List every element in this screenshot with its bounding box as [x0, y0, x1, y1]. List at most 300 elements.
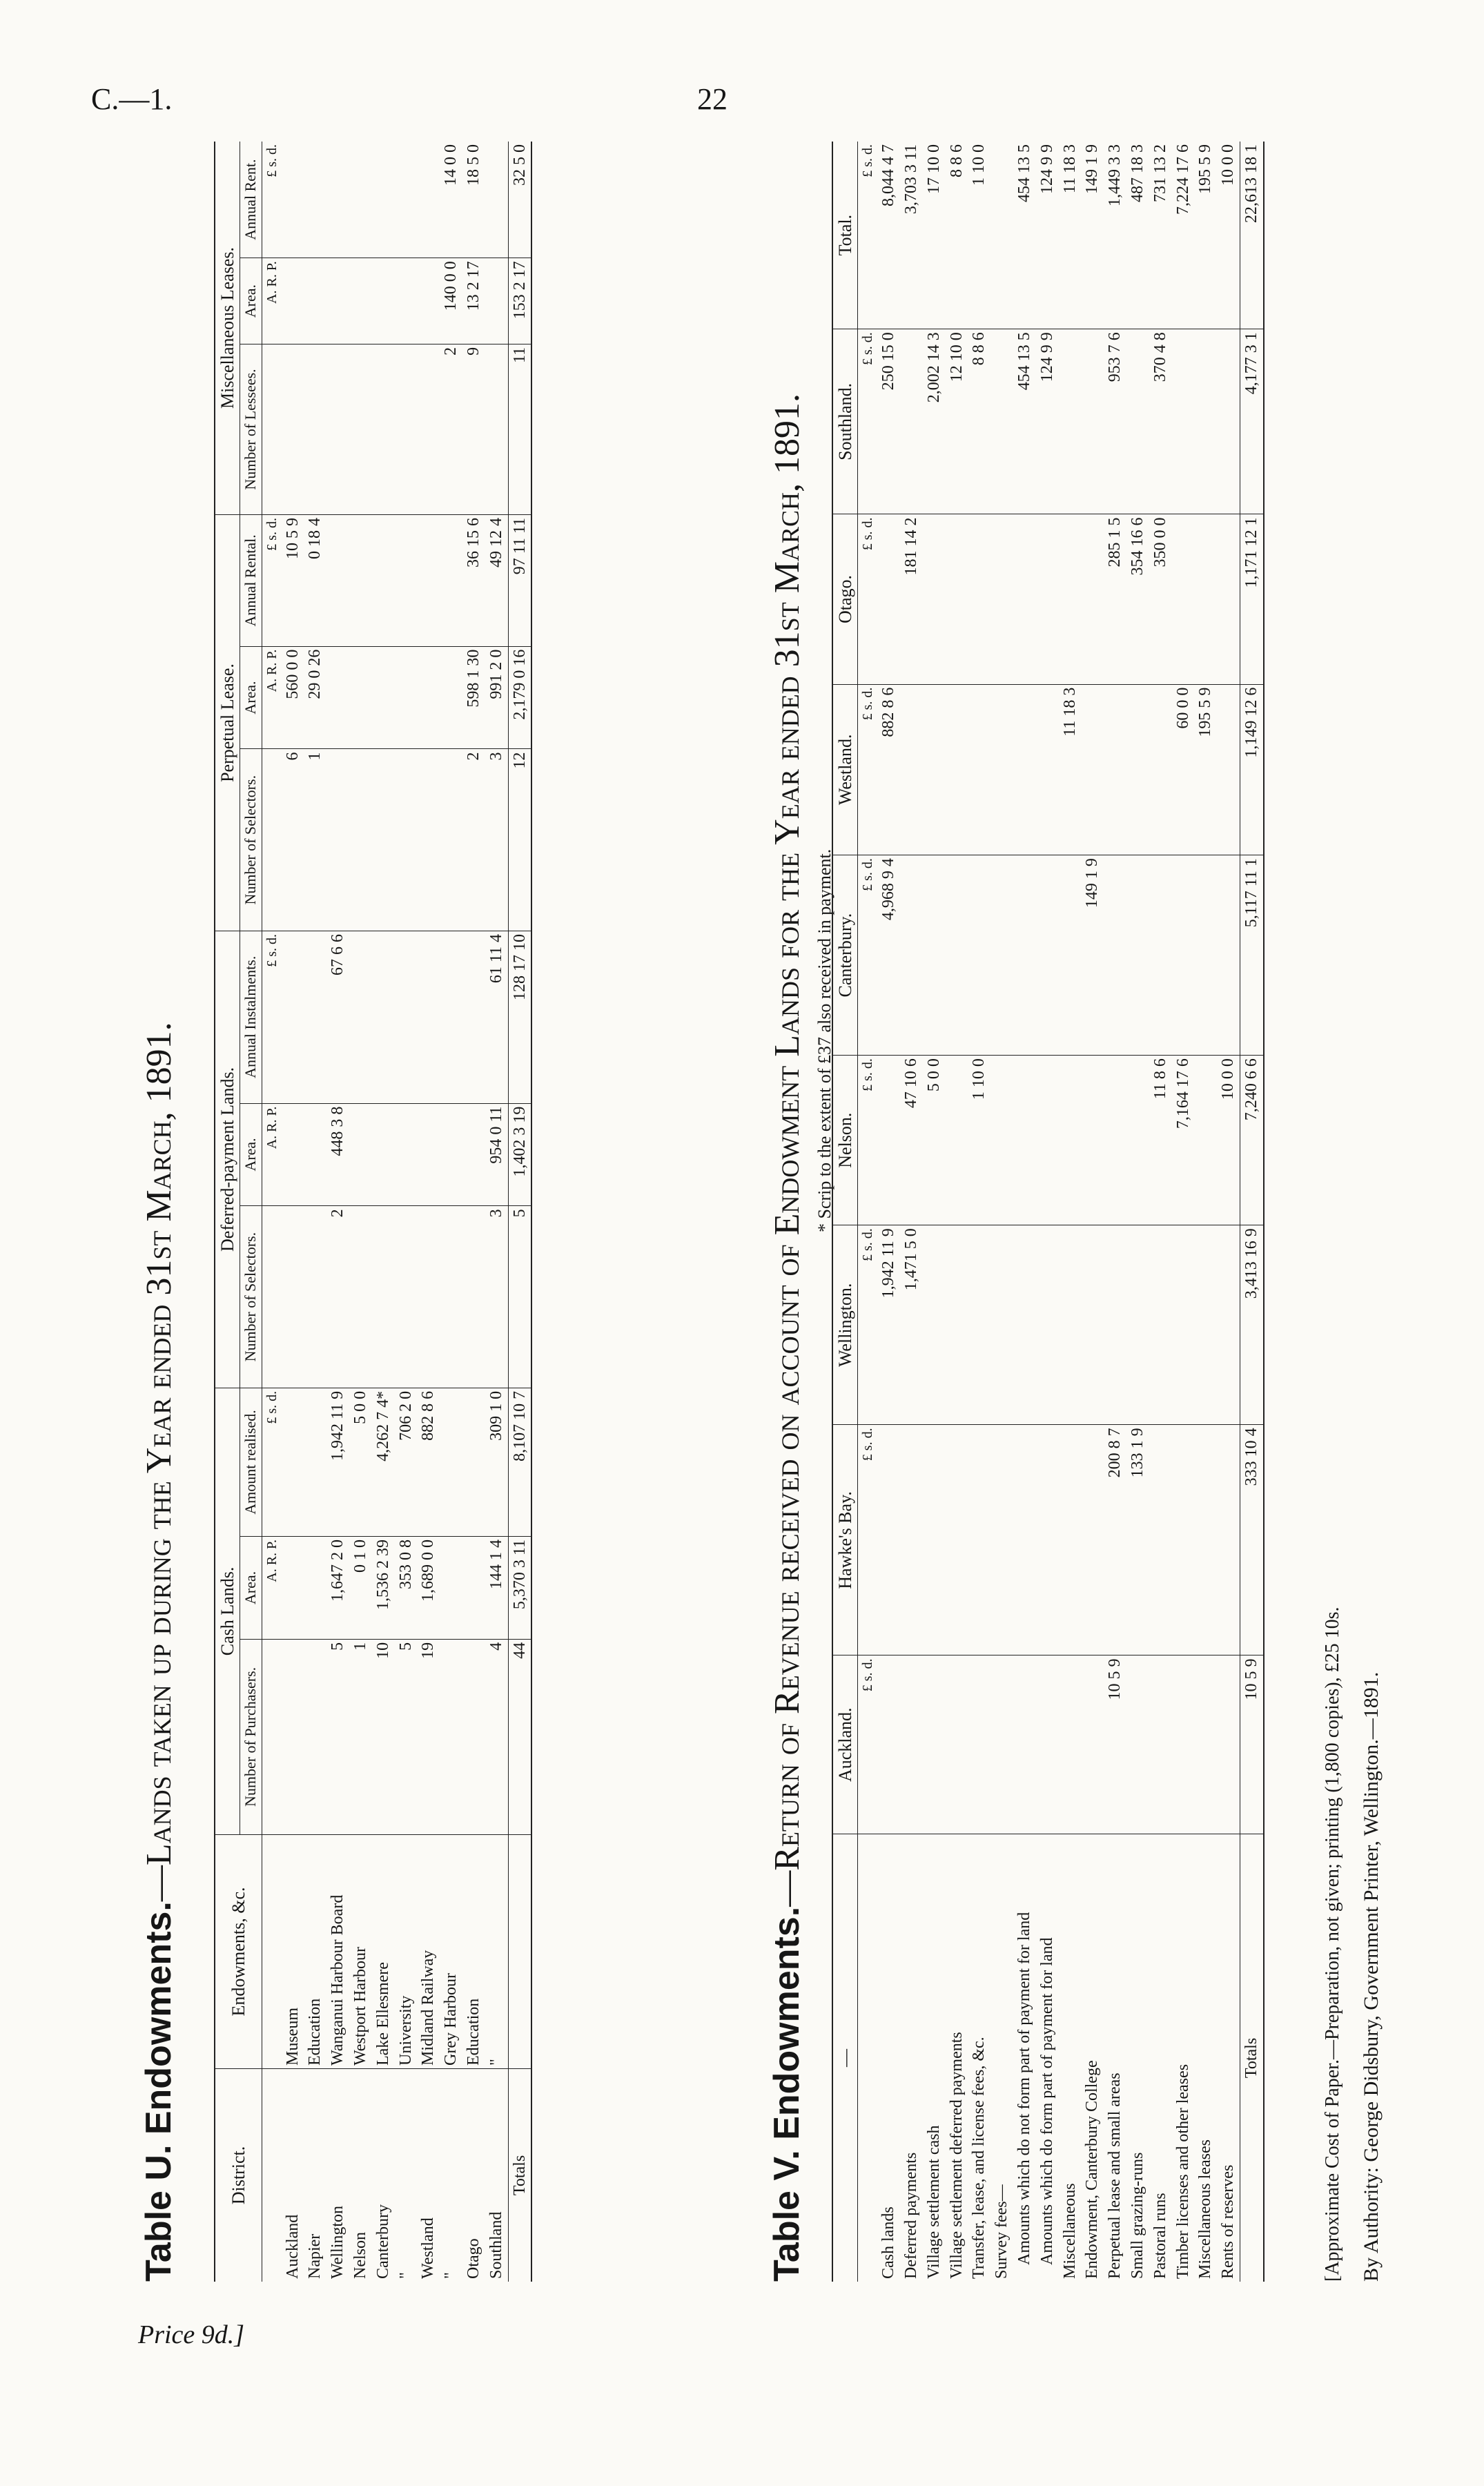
value-cell [372, 515, 395, 647]
col-endowments: Endowments, &c. [215, 1835, 262, 2069]
sub-amount: Amount realised. [240, 1388, 262, 1536]
value-cell [395, 258, 418, 344]
table-row [372, 142, 395, 2282]
total-cell: 5 [508, 1206, 531, 1388]
value-cell: 149 1 9 [1081, 142, 1104, 329]
value-cell [1217, 855, 1240, 1056]
sub-def-area: Area. [240, 1103, 262, 1206]
value-cell: 49 12 4 [485, 515, 508, 647]
table-row [417, 142, 440, 2282]
value-cell [990, 855, 1013, 1056]
value-cell [462, 1537, 485, 1640]
value-cell: 2 [462, 749, 485, 931]
table-row [900, 142, 923, 2282]
value-cell [372, 749, 395, 931]
value-cell: 13 2 17 [462, 258, 485, 344]
value-cell [440, 1103, 462, 1206]
value-cell: 1,471 5 0 [900, 1225, 923, 1425]
value-cell [485, 142, 508, 258]
table-v-title-rest: —Return of Revenue received on account of Endowment Lands for the Year ended 31st March, 1891. [768, 394, 807, 1907]
value-cell [349, 749, 372, 931]
value-cell [1036, 514, 1059, 684]
value-cell: 7,224 17 6 [1172, 142, 1195, 329]
revenue-source-cell: Rents of reserves [1219, 2164, 1238, 2279]
table-u-title [138, 1022, 179, 2282]
value-cell [440, 749, 462, 931]
value-cell: 10 0 0 [1217, 1056, 1240, 1225]
sub-rent: Annual Rent. [240, 142, 262, 258]
table-row [946, 142, 968, 2282]
endowment-cell: University [395, 1835, 418, 2069]
sub-cash-area: Area. [240, 1537, 262, 1640]
value-cell [372, 1103, 395, 1206]
value-cell [1126, 1655, 1149, 1834]
value-cell [372, 344, 395, 514]
price-note: Price 9d.] [138, 2320, 245, 2349]
value-cell [1172, 855, 1195, 1056]
unit-lsd: £ s. d. [858, 1425, 878, 1655]
table-row [1149, 142, 1172, 2282]
value-cell [372, 646, 395, 749]
value-cell [304, 1639, 326, 1834]
table-row [440, 142, 462, 2282]
value-cell [1149, 1655, 1172, 1834]
value-cell: 454 13 5 [1013, 142, 1036, 329]
value-cell [462, 1639, 485, 1834]
col-nelson: Nelson. [832, 1056, 858, 1225]
unit-arp: A. R. P. [262, 1537, 282, 1640]
sub-lessees: Number of Lessees. [240, 344, 262, 514]
unit-lsd: £ s. d. [262, 515, 282, 647]
value-cell [1013, 1425, 1036, 1655]
table-row [1172, 142, 1195, 2282]
total-cell: 333 10 4 [1240, 1425, 1263, 1655]
value-cell: 200 8 7 [1104, 1425, 1126, 1655]
value-cell: 11 18 3 [1059, 684, 1082, 855]
value-cell: 353 0 8 [395, 1537, 418, 1640]
value-cell: 1 [349, 1639, 372, 1834]
sub-rental: Annual Rental. [240, 515, 262, 647]
value-cell [990, 1655, 1013, 1834]
value-cell [1013, 514, 1036, 684]
revenue-source-cell: Timber licenses and other leases [1173, 2063, 1192, 2279]
value-cell [1194, 1056, 1217, 1225]
table-v [832, 142, 1265, 2282]
value-cell [462, 1388, 485, 1536]
value-cell [349, 515, 372, 647]
value-cell: 124 9 9 [1036, 142, 1059, 329]
value-cell [946, 1225, 968, 1425]
value-cell: 36 15 6 [462, 515, 485, 647]
value-cell [990, 1425, 1013, 1655]
value-cell [1217, 684, 1240, 855]
value-cell: 61 11 4 [485, 931, 508, 1103]
value-cell: 133 1 9 [1126, 1425, 1149, 1655]
revenue-source-cell: Small grazing-runs [1128, 2152, 1146, 2279]
value-cell [1126, 1225, 1149, 1425]
value-cell: 6 [282, 749, 304, 931]
value-cell [349, 1206, 372, 1388]
value-cell [372, 258, 395, 344]
value-cell: 3 [485, 1206, 508, 1388]
endowment-cell: Lake Ellesmere [372, 1835, 395, 2069]
value-cell: 3 [485, 749, 508, 931]
value-cell [282, 1388, 304, 1536]
value-cell [1036, 1056, 1059, 1225]
value-cell [946, 684, 968, 855]
table-u-title-bold: Table U. Endowments. [139, 1901, 179, 2282]
unit-lsd: £ s. d. [858, 142, 878, 329]
value-cell [900, 684, 923, 855]
total-cell: 1,402 3 19 [508, 1103, 531, 1206]
value-cell: 29 0 26 [304, 646, 326, 749]
value-cell: 181 14 2 [900, 514, 923, 684]
value-cell [282, 1537, 304, 1640]
value-cell [304, 258, 326, 344]
value-cell [990, 1056, 1013, 1225]
value-cell: 706 2 0 [395, 1388, 418, 1536]
value-cell [282, 344, 304, 514]
value-cell [1194, 329, 1217, 514]
value-cell [1036, 855, 1059, 1056]
table-row [1036, 142, 1059, 2282]
value-cell [1172, 1225, 1195, 1425]
value-cell [395, 344, 418, 514]
value-cell [440, 1537, 462, 1640]
value-cell [395, 142, 418, 258]
district-cell: Westland [419, 2217, 438, 2279]
total-cell: 3,413 16 9 [1240, 1225, 1263, 1425]
value-cell [440, 931, 462, 1103]
value-cell [1194, 855, 1217, 1056]
value-cell [349, 344, 372, 514]
total-cell: 128 17 10 [508, 931, 531, 1103]
revenue-source-cell: Perpetual lease and small areas [1106, 2072, 1124, 2279]
page-number: 22 [697, 82, 728, 116]
value-cell: 11 18 3 [1059, 142, 1082, 329]
total-cell: 8,107 10 7 [508, 1388, 531, 1536]
value-cell [440, 1206, 462, 1388]
table-row [485, 142, 508, 2282]
value-cell: 285 1 5 [1104, 514, 1126, 684]
value-cell [877, 514, 900, 684]
value-cell [1194, 1425, 1217, 1655]
value-cell [1013, 1655, 1036, 1834]
sub-misc-area: Area. [240, 258, 262, 344]
value-cell [304, 344, 326, 514]
value-cell [946, 1655, 968, 1834]
value-cell: 0 18 4 [304, 515, 326, 647]
district-cell: " [442, 2272, 460, 2279]
value-cell [326, 749, 349, 931]
value-cell [395, 1206, 418, 1388]
value-cell: 953 7 6 [1104, 329, 1126, 514]
group-deferred: Deferred-payment Lands. [215, 931, 240, 1388]
table-u-footnote: * Scrip to the extent of £37 also received in payment. [814, 848, 834, 1232]
value-cell [1013, 855, 1036, 1056]
col-wellington: Wellington. [832, 1225, 858, 1425]
unit-lsd: £ s. d. [858, 1056, 878, 1225]
value-cell [440, 1639, 462, 1834]
value-cell [417, 749, 440, 931]
value-cell [485, 258, 508, 344]
value-cell [1172, 1425, 1195, 1655]
endowment-cell: Education [462, 1835, 485, 2069]
value-cell: 10 0 0 [1217, 142, 1240, 329]
value-cell: 18 5 0 [462, 142, 485, 258]
value-cell [1126, 329, 1149, 514]
district-cell: Wellington [329, 2205, 347, 2279]
table-row [1059, 142, 1082, 2282]
value-cell: 4 [485, 1639, 508, 1834]
value-cell [968, 514, 990, 684]
total-cell: 7,240 6 6 [1240, 1056, 1263, 1225]
table-row [304, 142, 326, 2282]
group-cash-lands: Cash Lands. [215, 1388, 240, 1834]
value-cell [1149, 1425, 1172, 1655]
unit-lsd: £ s. d. [858, 684, 878, 855]
value-cell [417, 258, 440, 344]
value-cell [417, 1103, 440, 1206]
value-cell: 140 0 0 [440, 258, 462, 344]
revenue-source-cell: Village settlement cash [924, 2125, 943, 2279]
value-cell [417, 1206, 440, 1388]
value-cell [417, 646, 440, 749]
value-cell: 1,536 2 39 [372, 1537, 395, 1640]
value-cell [1126, 1056, 1149, 1225]
value-cell [462, 1103, 485, 1206]
endowment-cell: Westport Harbour [349, 1835, 372, 2069]
total-cell: 4,177 3 1 [1240, 329, 1263, 514]
value-cell [990, 684, 1013, 855]
value-cell: 8 8 6 [946, 142, 968, 329]
value-cell [1126, 855, 1149, 1056]
value-cell [304, 1206, 326, 1388]
value-cell [1059, 1056, 1082, 1225]
value-cell [1081, 1056, 1104, 1225]
total-cell: 1,171 12 1 [1240, 514, 1263, 684]
unit-lsd: £ s. d. [858, 329, 878, 514]
value-cell [900, 329, 923, 514]
value-cell: 354 16 6 [1126, 514, 1149, 684]
totals-spacer [508, 1835, 531, 2069]
value-cell [1081, 1655, 1104, 1834]
value-cell: 195 5 9 [1194, 684, 1217, 855]
value-cell [900, 1425, 923, 1655]
value-cell [395, 646, 418, 749]
value-cell: 1,689 0 0 [417, 1537, 440, 1640]
group-misc-leases: Miscellaneous Leases. [215, 142, 240, 515]
value-cell [990, 514, 1013, 684]
value-cell: 250 15 0 [877, 329, 900, 514]
unit-lsd: £ s. d. [262, 142, 282, 258]
value-cell [946, 1425, 968, 1655]
col-canterbury: Canterbury. [832, 855, 858, 1056]
value-cell: 1,449 3 3 [1104, 142, 1126, 329]
value-cell: 350 0 0 [1149, 514, 1172, 684]
value-cell: 4,262 7 4* [372, 1388, 395, 1536]
revenue-source-cell: Amounts which do form part of payment for land [1037, 1937, 1056, 2265]
value-cell [395, 1103, 418, 1206]
table-v-title-bold: Table V. Endowments. [767, 1906, 807, 2282]
value-cell [1081, 329, 1104, 514]
revenue-source-cell: Miscellaneous leases [1196, 2139, 1215, 2279]
value-cell [968, 855, 990, 1056]
value-cell: 1 10 0 [968, 142, 990, 329]
value-cell: 731 13 2 [1149, 142, 1172, 329]
col-southland: Southland. [832, 329, 858, 514]
value-cell [282, 1639, 304, 1834]
col-otago: Otago. [832, 514, 858, 684]
value-cell [946, 514, 968, 684]
table-row [877, 142, 900, 2282]
value-cell: 10 5 9 [282, 515, 304, 647]
value-cell: 5 0 0 [349, 1388, 372, 1536]
value-cell [1036, 1225, 1059, 1425]
table-row [990, 142, 1013, 2282]
value-cell: 954 0 11 [485, 1103, 508, 1206]
col-total: Total. [832, 142, 858, 329]
value-cell [1149, 1225, 1172, 1425]
value-cell: 195 5 9 [1194, 142, 1217, 329]
table-row [1194, 142, 1217, 2282]
revenue-source-cell: Endowment, Canterbury College [1083, 2060, 1102, 2279]
value-cell [349, 1103, 372, 1206]
sub-purchasers: Number of Purchasers. [240, 1639, 262, 1834]
value-cell: 560 0 0 [282, 646, 304, 749]
table-row [326, 142, 349, 2282]
value-cell [923, 514, 946, 684]
value-cell [923, 1425, 946, 1655]
value-cell [326, 646, 349, 749]
value-cell [877, 1425, 900, 1655]
rotated-tables [138, 138, 1383, 2282]
value-cell [900, 1655, 923, 1834]
table-row [395, 142, 418, 2282]
value-cell [1104, 1225, 1126, 1425]
table-row [1104, 142, 1126, 2282]
value-cell: 7,164 17 6 [1172, 1056, 1195, 1225]
total-cell: 11 [508, 344, 531, 514]
value-cell [990, 329, 1013, 514]
value-cell [282, 931, 304, 1103]
value-cell [349, 258, 372, 344]
table-row [462, 142, 485, 2282]
value-cell: 5 [395, 1639, 418, 1834]
value-cell [440, 646, 462, 749]
value-cell [877, 1655, 900, 1834]
value-cell [417, 142, 440, 258]
value-cell [282, 1103, 304, 1206]
value-cell [1217, 1225, 1240, 1425]
value-cell [462, 931, 485, 1103]
total-cell: 44 [508, 1639, 531, 1834]
value-cell [395, 515, 418, 647]
value-cell [304, 1537, 326, 1640]
value-cell: 124 9 9 [1036, 329, 1059, 514]
value-cell [349, 931, 372, 1103]
value-cell: 487 18 3 [1126, 142, 1149, 329]
district-cell: Napier [306, 2233, 324, 2279]
table-u [214, 142, 532, 2282]
value-cell [1059, 329, 1082, 514]
value-cell: 448 3 8 [326, 1103, 349, 1206]
report-code: C.—1. [91, 82, 173, 116]
value-cell [946, 1056, 968, 1225]
value-cell: 11 8 6 [1149, 1056, 1172, 1225]
unit-arp: A. R. P. [262, 1103, 282, 1206]
district-cell: " [396, 2272, 415, 2279]
unit-arp: A. R. P. [262, 258, 282, 344]
sub-perp-selectors: Number of Selectors. [240, 749, 262, 931]
value-cell [923, 1225, 946, 1425]
value-cell: 2 [326, 1206, 349, 1388]
value-cell [395, 749, 418, 931]
value-cell [326, 344, 349, 514]
value-cell [304, 1388, 326, 1536]
total-cell: 12 [508, 749, 531, 931]
totals-row [1240, 142, 1263, 2282]
value-cell [1059, 1225, 1082, 1425]
value-cell [1013, 684, 1036, 855]
totals-row [508, 142, 531, 2282]
table-v-title [766, 394, 808, 2282]
district-cell: Southland [487, 2211, 505, 2279]
value-cell [282, 1206, 304, 1388]
value-cell: 370 4 8 [1149, 329, 1172, 514]
paper-cost-note: [Approximate Cost of Paper.—Preparation, not given; printing (1,800 copies), £25 10s. [1322, 1606, 1343, 2282]
value-cell [968, 1225, 990, 1425]
value-cell: 8,044 4 7 [877, 142, 900, 329]
value-cell [990, 142, 1013, 329]
value-cell [1013, 1056, 1036, 1225]
table-row [968, 142, 990, 2282]
value-cell [1059, 1655, 1082, 1834]
value-cell [304, 931, 326, 1103]
table-row [1217, 142, 1240, 2282]
sub-selectors: Number of Selectors. [240, 1206, 262, 1388]
value-cell [326, 142, 349, 258]
value-cell: 5 [326, 1639, 349, 1834]
unit-lsd: £ s. d. [858, 1655, 878, 1834]
col-auckland: Auckland. [832, 1655, 858, 1834]
value-cell [440, 1388, 462, 1536]
value-cell [1104, 1056, 1126, 1225]
value-cell [349, 142, 372, 258]
value-cell [326, 258, 349, 344]
value-cell: 14 0 0 [440, 142, 462, 258]
value-cell: 4,968 9 4 [877, 855, 900, 1056]
value-cell [968, 1655, 990, 1834]
value-cell [417, 515, 440, 647]
value-cell: 309 1 0 [485, 1388, 508, 1536]
value-cell [1217, 514, 1240, 684]
value-cell [485, 344, 508, 514]
unit-arp: A. R. P. [262, 646, 282, 749]
district-cell: Otago [464, 2238, 482, 2279]
group-perpetual: Perpetual Lease. [215, 515, 240, 931]
value-cell [1194, 514, 1217, 684]
endowment-cell: Education [304, 1835, 326, 2069]
authority-line: By Authority: George Didsbury, Government Printer, Wellington.—1891. [1360, 1671, 1383, 2282]
value-cell: 1,942 11 9 [877, 1225, 900, 1425]
value-cell [923, 855, 946, 1056]
value-cell [372, 1206, 395, 1388]
col-westland: Westland. [832, 684, 858, 855]
value-cell: 1,647 2 0 [326, 1537, 349, 1640]
value-cell [282, 258, 304, 344]
district-cell: Canterbury [373, 2204, 392, 2279]
